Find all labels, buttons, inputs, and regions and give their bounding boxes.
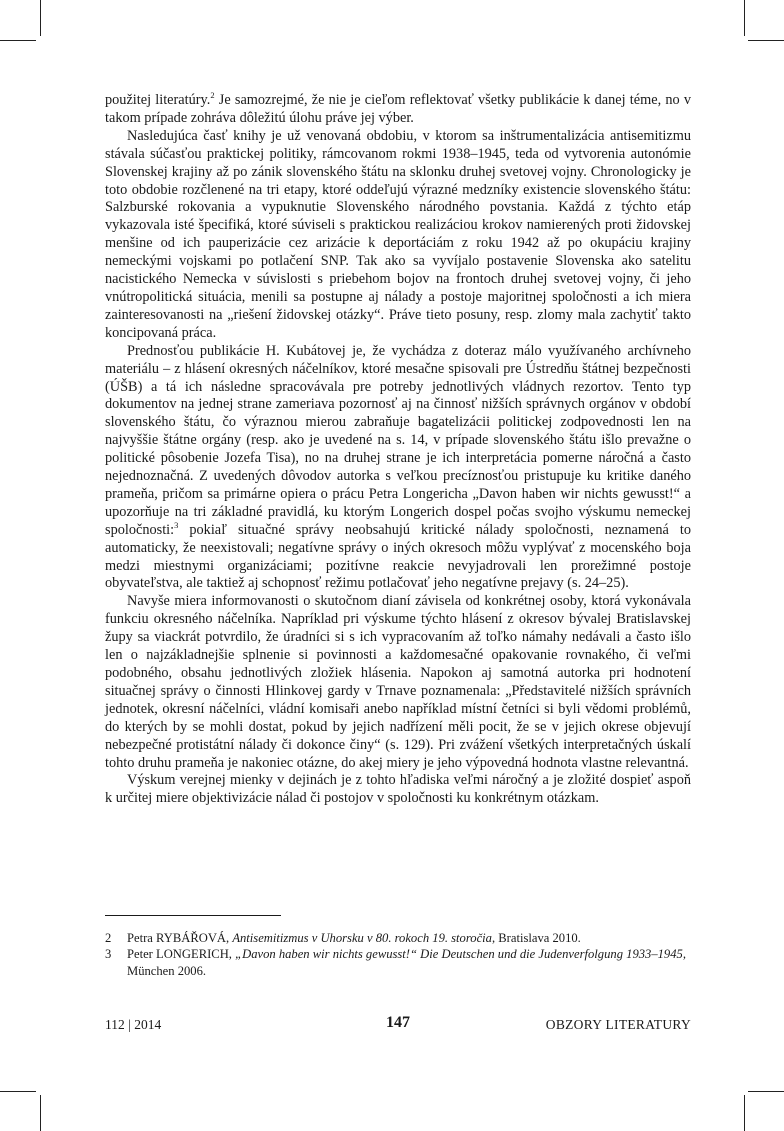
italic-text: „Davon haben wir nichts gewusst!“ Die Deutschen und die Judenverfolgung 1933–1945, (235, 947, 686, 962)
crop-mark (40, 1095, 41, 1131)
text-run: München 2006. (127, 963, 207, 978)
paragraph (105, 343, 691, 594)
crop-mark (748, 40, 784, 41)
footnote-number: 2 (105, 931, 112, 945)
text-run: , Bratislava 2010. (491, 931, 581, 945)
text-run: Je samozrejmé, že nie je cieľom reflektovať všetky publikácie k danej téme, no v takom prípade zohráva dôležitú úlohu práve jej výber. (105, 92, 692, 126)
paragraph (105, 593, 691, 772)
footnote-number: 3 (105, 947, 112, 962)
paragraph (105, 128, 691, 343)
crop-mark (748, 1091, 784, 1092)
crop-mark (0, 40, 36, 41)
page-footer (105, 1014, 691, 1034)
text-run: pokiaľ situačné správy neobsahujú kritické nálady spoločnosti, neznamená to automaticky, že neexistovali; negatívne správy o iných okresoch môžu vyplývať z mocenského boja medzi miestnymi organizáciami; pozitívne reakcie nevyjadrovali len prorežimné postoje obyvateľstva, ale taktiež aj schopnosť režimu potlačovať jeho negatívne prejavy (s. 24–25). (105, 521, 691, 592)
text-run: Prednosťou publikácie H. Kubátovej je, že vychádza z doteraz málo využívaného archívneho materiálu – z hlásení okresných náčelníkov, ktoré mesačne spisovali pre Ústredňu štátnej bezpečnosti (ÚŠB) a tá ich následne spracovávala pre potreby jednotlivých vládnych rezortov. Tento typ dokumentov na jednej strane zameriava pozornosť aj na činnosť nižších správnych orgánov v období slovenského štátu, čo výraznou mierou zabraňuje bagatelizácii politickej zodpovednosti len na najvyššie štátne orgány (resp. ako je uvedené na s. 14, v prípade slovenského štátu išlo prevažne o politické pôsobenie Jozefa Tisa), no na druhej strane je ich interpretácia pomerne náročná a často nejednoznačná. Z uvedených dôvodov autorka s veľkou precíznosťou pristupuje ku kritike daného prameňa, pričom sa primárne opiera o prácu Petra Longericha „Davon haben wir nichts gewusst!“ a upozorňuje na tri základné pravidlá, ku ktorým Longerich dospel počas svojho výskumu nemeckej spoločnosti: (105, 342, 691, 538)
paragraph (105, 772, 691, 808)
italic-text: Antisemitizmus v Uhorsku v 80. rokoch 19. storočia (232, 931, 492, 945)
footnote-ref: 3 (174, 519, 179, 530)
body-text (105, 92, 691, 808)
crop-mark (744, 1095, 745, 1131)
footnote-ref: 2 (210, 90, 215, 101)
crop-mark (40, 0, 41, 36)
text-run: Navyše miera informovanosti o skutočnom dianí závisela od konkrétnej osoby, ktorá vykonávala funkciu okresného náčelníka. Napríklad pri výskume týchto hlásení z okresov bývalej Bratislavskej župy sa viackrát potvrdilo, že úradníci si s ich vypracovaním až toľko námahy nedávali a často išlo len o najzákladnejšie splnenie si povinnosti a každomesačné opakovanie rovnakého, či veľmi podobného, obsahu jednotlivých zložiek hlásenia. Napokon aj samotná autorka pri hodnotení situačnej správy o činnosti Hlinkovej gardy v Trnave poznamenala: „Představitelé nižších správních jednotek, okresní náčelníci, vládní komisaři anebo například místní četníci si byli vědomi problémů, do kterých by se mohli dostat, pokud by jejich nadřízení měli pocit, že se v jejich okrese objevují nebezpečné protistátní nálady či dokonce činy“ (s. 129). Pri zvážení všetkých interpretačných úskalí tohto druhu prameňa je nakoniec otázne, do akej miery je jeho výpovedná hodnota vlastne relevantná. (105, 593, 691, 771)
footnote (105, 946, 691, 979)
footnotes (105, 930, 691, 979)
footnote-separator (105, 915, 281, 916)
footnote (105, 930, 691, 946)
text-run: Výskum verejnej mienky v dejinách je z tohto hľadiska veľmi náročný a je zložité dospieť aspoň k určitej miere objektivizácie nálad či postojov v spoločnosti ku konkrétnym otázkam. (105, 772, 691, 807)
footnote-text (127, 946, 691, 979)
text-run: Peter LONGERICH, (127, 947, 236, 962)
text-run: použitej literatúry. (105, 92, 211, 108)
page-number: 147 (386, 1014, 410, 1031)
footnote-text (127, 930, 691, 946)
text-run: Nasledujúca časť knihy je už venovaná obdobiu, v ktorom sa inštrumentalizácia antisemitizmu stávala súčasťou praktickej politiky, rámcovanom rokmi 1938–1945, teda od vytvorenia autonómie Slovenskej krajiny až po zánik slovenského štátu na sklonku druhej svetovej vojny. Chronologicky je toto obdobie rozčlenené na tri etapy, ktoré oddeľujú výrazné medzníky existencie slovenského štátu: Salzburské rokovania a vypuknutie Slovenského národného povstania. Každá z týchto etáp vykazovala isté špecifiká, ktoré súviseli s praktickou realizáciou krokov namierených proti židovskej menšine od ich pauperizácie cez arizácie k deportáciám z roku 1942 až po okupáciu krajiny nemeckými vojskami po potlačení SNP. Tak ako sa vyvíjalo postavenie Slovenska ako satelitu nacistického Nemecka v súvislosti s priebehom bojov na frontoch druhej svetovej vojny, či jeho vnútropolitická situácia, menili sa postupne aj nálady a postoje majoritnej spoločnosti a ich miera zainteresovanosti na „riešení židovskej otázky“. Práve tieto posuny, resp. zlomy mala zachytiť takto koncipovaná práca. (105, 127, 691, 341)
crop-mark (744, 0, 745, 36)
issue-label: 112 | 2014 (105, 1017, 162, 1032)
text-run: Petra RYBÁŘOVÁ, (127, 931, 233, 945)
journal-name: OBZORY LITERATURY (545, 1017, 691, 1032)
crop-mark (0, 1091, 36, 1092)
paragraph (105, 92, 691, 128)
